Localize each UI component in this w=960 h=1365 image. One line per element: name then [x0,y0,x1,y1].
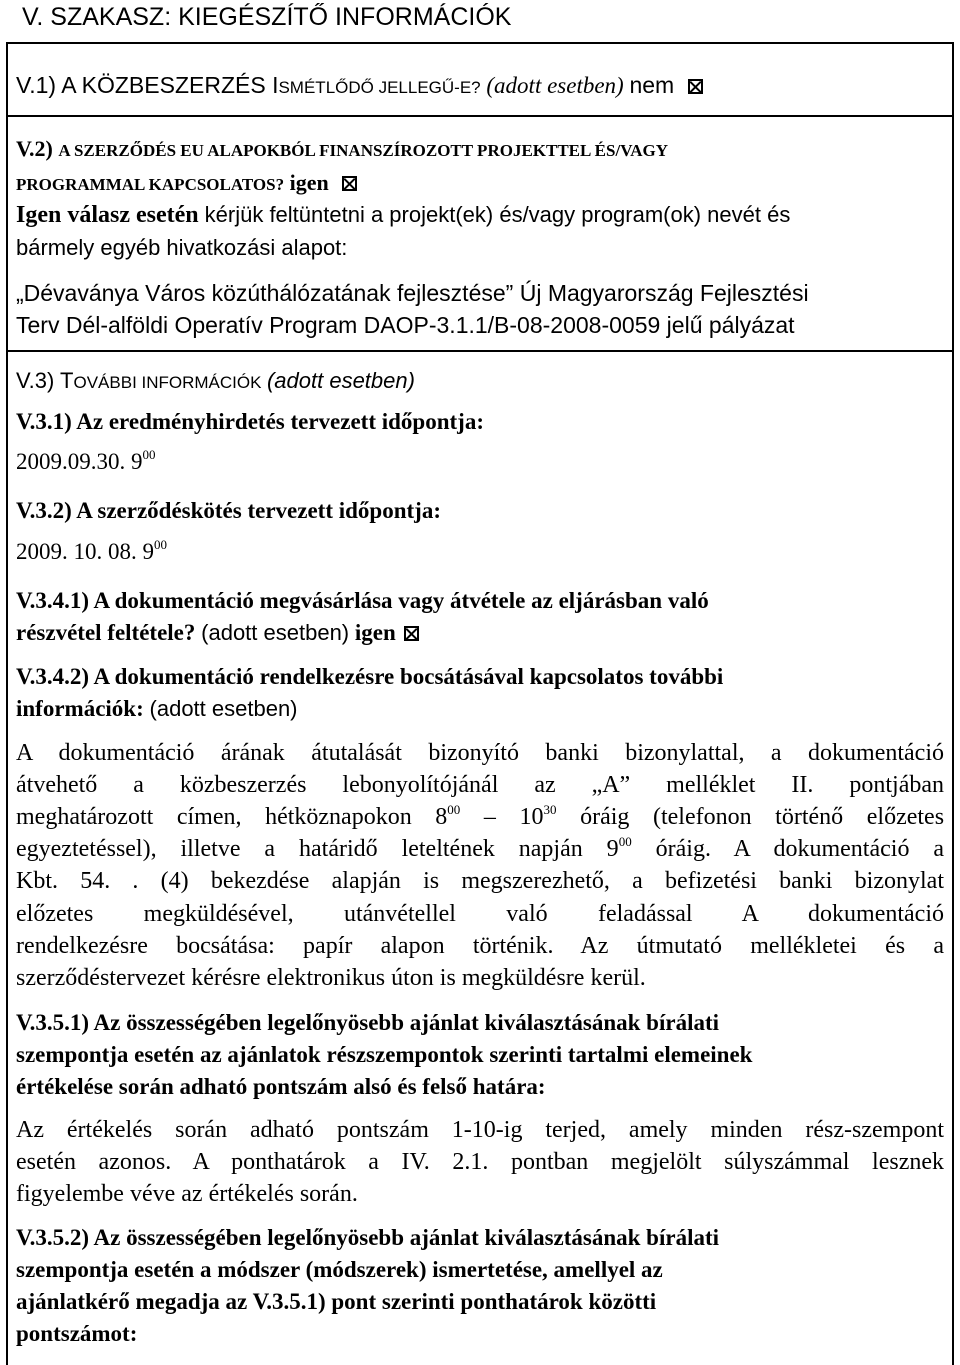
v341-line1: V.3.4.1) A dokumentáció megvásárlása vagy átvétele az eljárásban való [16,588,709,613]
v342-body-line7: rendelkezésre bocsátása: papír alapon történik. Az útmutató mellékletei és a [16,933,944,959]
v2-prompt-line1: Igen válasz esetén kérjük feltüntetni a projekt(ek) és/vagy program(ok) nevét és [16,202,791,228]
v3-heading: V.3) TOVÁBBI INFORMÁCIÓK (adott esetben) [16,368,415,393]
v2-project-line2: Terv Dél-alföldi Operatív Program DAOP-3.1.1/B-08-2008-0059 jelű pályázat [16,312,795,338]
v351-body-line1: Az értékelés során adható pontszám 1-10-ig terjed, amely minden rész-szempont [16,1117,944,1143]
v342-body-line2: átvehető a közbeszerzés lebonyolítójánál az „A” melléklet II. pontjában [16,772,944,798]
v352-heading-line3: ajánlatkérő megadja az V.3.5.1) pont szerinti ponthatárok közötti [16,1289,657,1314]
frame-right [952,42,954,1365]
divider-v1 [6,115,954,117]
v351-heading-line3: értékelése során adható pontszám alsó és felső határa: [16,1074,546,1099]
v342-body-line1: A dokumentáció árának átutalását bizonyító banki bizonylattal, a dokumentáció [16,740,944,766]
v352-heading-line1: V.3.5.2) Az összességében legelőnyösebb ajánlat kiválasztásának bírálati [16,1225,720,1250]
frame-left [6,42,8,1365]
v351-body-line3: figyelembe véve az értékelés során. [16,1181,358,1207]
v341-line2: részvétel feltétele? (adott esetben) igen [16,621,419,644]
v342-line2: információk: (adott esetben) [16,696,298,721]
v32-date: 2009. 10. 08. $9^{00}$ [16,537,167,564]
section-title: V. SZAKASZ: KIEGÉSZÍTŐ INFORMÁCIÓK [22,3,512,31]
v2-question-line1: V.2) A SZERZŐDÉS EU ALAPOKBÓL FINANSZÍROZOTT PROJEKTTEL ÉS/VAGY [16,136,669,161]
v1-checkbox-checked-icon [688,79,703,94]
v31-date: 2009.09.30. $9^{00}$ [16,447,156,474]
v352-heading-line2: szempontja esetén a módszer (módszerek) ismertetése, amellyel az [16,1257,663,1282]
v2-question-line2: PROGRAMMAL KAPCSOLATOS? igen [16,172,357,194]
v2-prompt-line2: bármely egyéb hivatkozási alapot: [16,235,348,260]
v342-line1: V.3.4.2) A dokumentáció rendelkezésre bocsátásával kapcsolatos további [16,664,724,689]
divider-v2 [6,350,954,352]
v32-label: V.3.2) A szerződéskötés tervezett időpontja: [16,498,441,523]
v341-checkbox-checked-icon [404,626,419,641]
v351-heading-line2: szempontja esetén az ajánlatok részszempontok szerinti tartalmi elemeinek [16,1042,753,1067]
v351-body-line2: esetén azonos. A ponthatárok a IV. 2.1. pontban megjelölt súlyszámmal lesznek [16,1149,944,1175]
v2-checkbox-checked-icon [342,176,357,191]
divider-top [6,42,954,44]
v342-body-line4: egyeztetéssel), illetve a határidő leteltének napján $9^{00}$ óráig. A dokumentáció a [16,834,945,862]
v31-label: V.3.1) Az eredményhirdetés tervezett időpontja: [16,409,484,434]
v1-question: V.1) A KÖZBESZERZÉS ISMÉTLŐDŐ JELLEGŰ-E? (adott esetben) nem [16,74,703,97]
v351-heading-line1: V.3.5.1) Az összességében legelőnyösebb ajánlat kiválasztásának bírálati [16,1010,720,1035]
v2-project-line1: „Dévaványa Város közúthálózatának fejlesztése” Új Magyarország Fejlesztési [16,280,809,306]
v342-body-line3: meghatározott címen, hétköznapokon $8^{00} - 10^{30}$ óráig (telefonon történő előzetes [16,802,945,830]
v342-body-line5: Kbt. 54. . (4) bekezdése alapján is megszerezhető, a befizetési banki bizonylat [16,868,944,894]
v342-body-line6: előzetes megküldésével, utánvétellel való feladással A dokumentáció [16,901,944,927]
v342-body-line8: szerződéstervezet kérésre elektronikus úton is megküldésre kerül. [16,965,646,991]
v352-heading-line4: pontszámot: [16,1321,138,1346]
